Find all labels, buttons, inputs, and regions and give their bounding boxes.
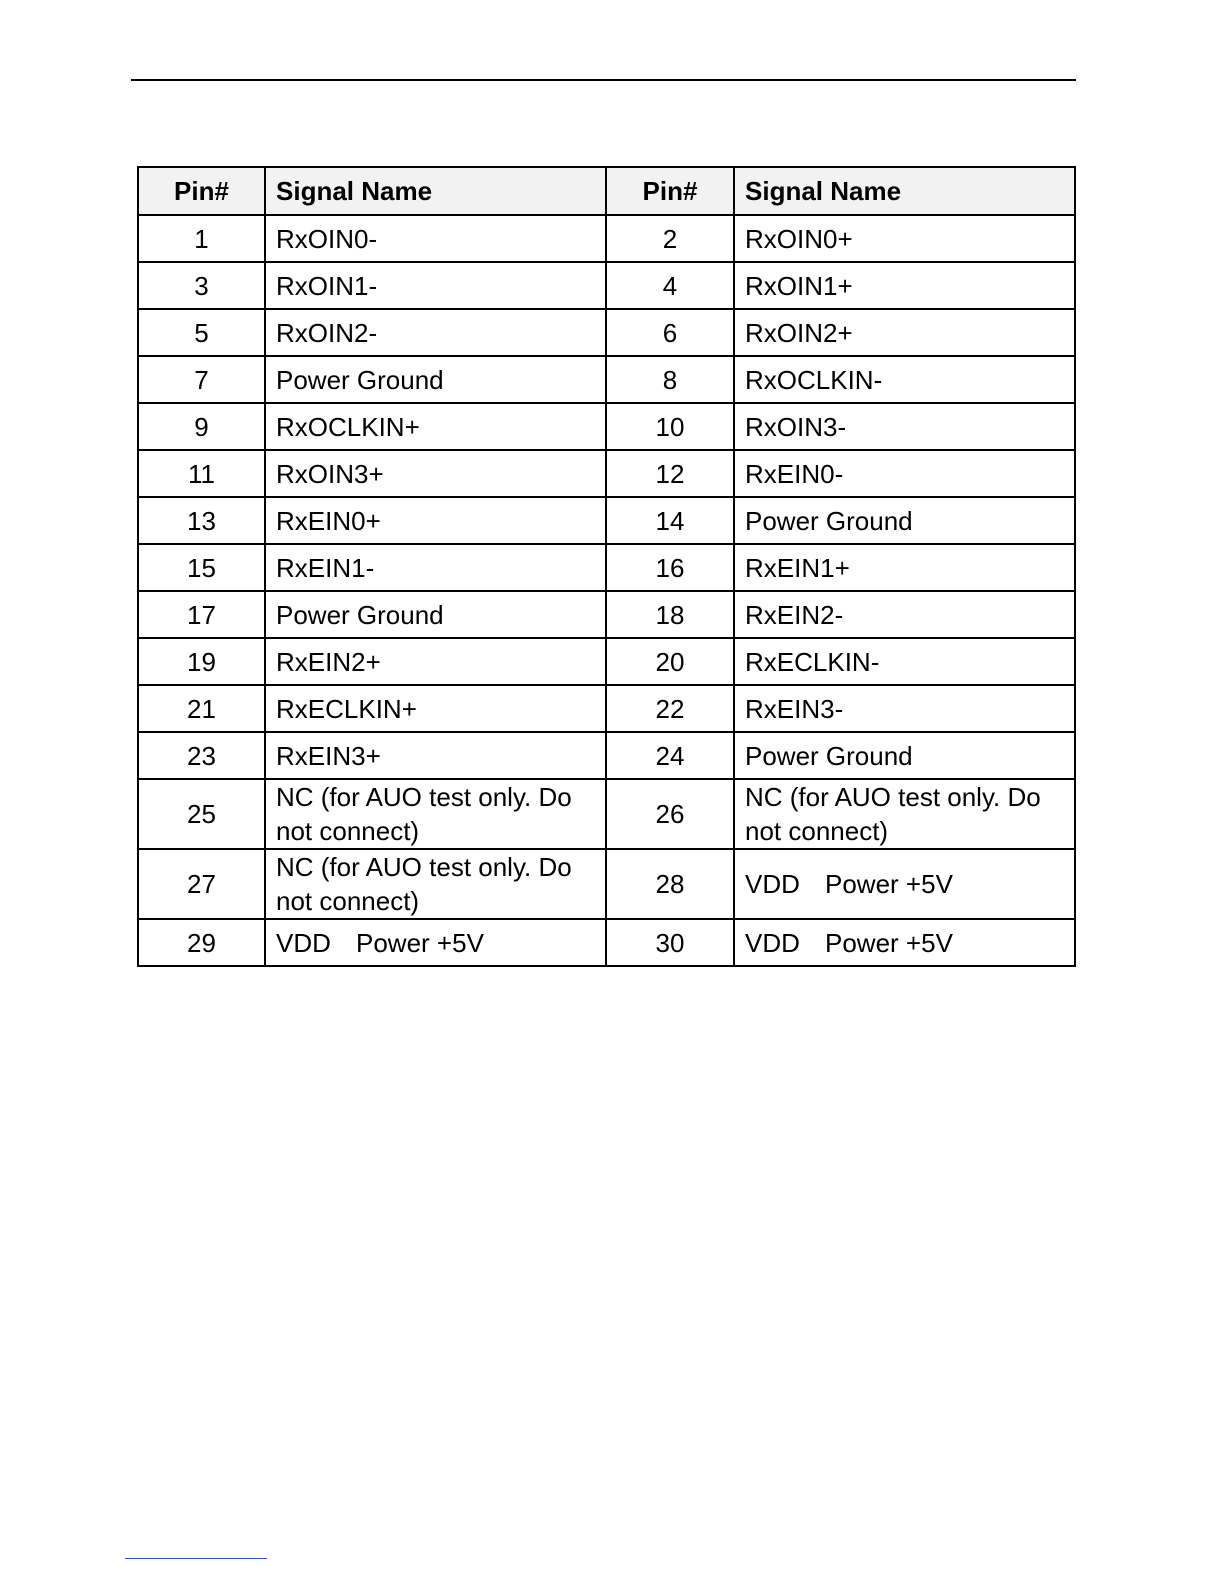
pin-number-left: 17 — [138, 591, 265, 638]
pin-number-right: 22 — [606, 685, 734, 732]
signal-name-right: RxEIN2- — [734, 591, 1075, 638]
pin-number-right: 18 — [606, 591, 734, 638]
table-header-row — [138, 167, 1075, 215]
pin-number-left: 27 — [138, 849, 265, 919]
footnote-rule — [125, 1558, 267, 1559]
signal-label: VDD — [745, 927, 800, 958]
column-header-pin-left: Pin# — [138, 167, 265, 215]
signal-name-left: RxOIN0- — [265, 215, 606, 262]
signal-name-left: Power Ground — [265, 356, 606, 403]
signal-name-left: RxEIN3+ — [265, 732, 606, 779]
pin-number-left: 21 — [138, 685, 265, 732]
table-row — [138, 591, 1075, 638]
pin-number-right: 28 — [606, 849, 734, 919]
signal-name-right: RxOIN3- — [734, 403, 1075, 450]
signal-name-left: RxEIN1- — [265, 544, 606, 591]
pin-number-right: 14 — [606, 497, 734, 544]
signal-name-right: Power Ground — [734, 497, 1075, 544]
signal-name-right: RxECLKIN- — [734, 638, 1075, 685]
table-row — [138, 732, 1075, 779]
signal-name-left: RxOIN3+ — [265, 450, 606, 497]
pin-number-right: 10 — [606, 403, 734, 450]
signal-name-left: RxECLKIN+ — [265, 685, 606, 732]
column-header-signal-right: Signal Name — [734, 167, 1075, 215]
pin-number-right: 2 — [606, 215, 734, 262]
signal-name-right: RxEIN0- — [734, 450, 1075, 497]
pin-number-right: 30 — [606, 919, 734, 966]
column-header-pin-right: Pin# — [606, 167, 734, 215]
table-row — [138, 450, 1075, 497]
table-row — [138, 215, 1075, 262]
signal-description: Power +5V — [825, 927, 953, 958]
signal-label: VDD — [276, 927, 331, 958]
signal-name-right: RxEIN1+ — [734, 544, 1075, 591]
pin-number-right: 6 — [606, 309, 734, 356]
signal-description: Power +5V — [356, 927, 484, 958]
pin-number-right: 16 — [606, 544, 734, 591]
table-row — [138, 309, 1075, 356]
header-rule — [131, 79, 1076, 81]
table-row — [138, 356, 1075, 403]
table-row — [138, 403, 1075, 450]
table-row — [138, 919, 1075, 966]
signal-name-right: RxOCLKIN- — [734, 356, 1075, 403]
signal-name-right: RxOIN2+ — [734, 309, 1075, 356]
pin-number-right: 26 — [606, 779, 734, 849]
signal-name-right: RxEIN3- — [734, 685, 1075, 732]
pin-number-left: 29 — [138, 919, 265, 966]
table-row — [138, 849, 1075, 919]
signal-label: VDD — [745, 869, 800, 899]
signal-name-left: Power Ground — [265, 591, 606, 638]
table-body — [138, 215, 1075, 966]
pin-assignment-table — [137, 166, 1076, 967]
pin-number-right: 8 — [606, 356, 734, 403]
column-header-signal-left: Signal Name — [265, 167, 606, 215]
signal-name-right: NC (for AUO test only. Do not connect) — [734, 779, 1075, 849]
signal-name-left: RxOIN1- — [265, 262, 606, 309]
pin-number-left: 23 — [138, 732, 265, 779]
pin-number-left: 11 — [138, 450, 265, 497]
pin-number-left: 1 — [138, 215, 265, 262]
signal-name-right: RxOIN0+ — [734, 215, 1075, 262]
pin-number-left: 9 — [138, 403, 265, 450]
pin-number-left: 3 — [138, 262, 265, 309]
pin-number-left: 19 — [138, 638, 265, 685]
signal-name-right: RxOIN1+ — [734, 262, 1075, 309]
pin-number-right: 20 — [606, 638, 734, 685]
signal-name-left: NC (for AUO test only. Do not connect) — [265, 779, 606, 849]
table-row — [138, 262, 1075, 309]
pin-number-left: 5 — [138, 309, 265, 356]
signal-name-left: RxEIN2+ — [265, 638, 606, 685]
pin-number-left: 7 — [138, 356, 265, 403]
signal-name-left: RxOCLKIN+ — [265, 403, 606, 450]
pin-number-left: 15 — [138, 544, 265, 591]
pin-number-right: 24 — [606, 732, 734, 779]
table-row — [138, 544, 1075, 591]
signal-name-right: Power Ground — [734, 732, 1075, 779]
signal-name-left: RxEIN0+ — [265, 497, 606, 544]
table-row — [138, 685, 1075, 732]
signal-name-left: NC (for AUO test only. Do not connect) — [265, 849, 606, 919]
signal-description: Power +5V — [825, 869, 953, 899]
pin-number-right: 4 — [606, 262, 734, 309]
pin-number-right: 12 — [606, 450, 734, 497]
signal-name-left — [265, 919, 606, 966]
table-row — [138, 497, 1075, 544]
pin-number-left: 13 — [138, 497, 265, 544]
table-row — [138, 638, 1075, 685]
signal-name-right — [734, 849, 1075, 919]
signal-name-left: RxOIN2- — [265, 309, 606, 356]
signal-name-right — [734, 919, 1075, 966]
table-row — [138, 779, 1075, 849]
pin-number-left: 25 — [138, 779, 265, 849]
